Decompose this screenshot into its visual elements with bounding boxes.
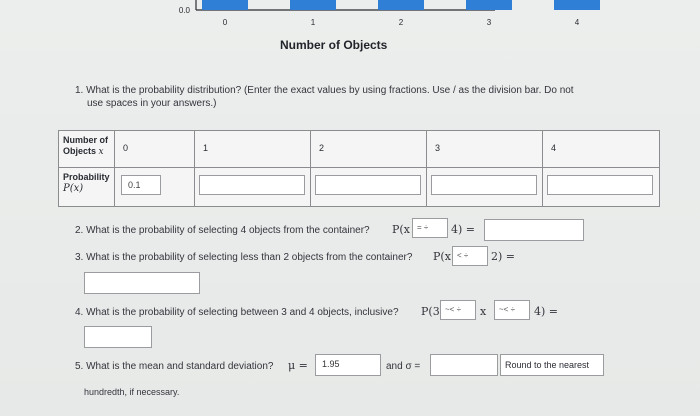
probability-row — [59, 168, 659, 206]
objects-row-header — [59, 131, 115, 167]
objects-cell-3: 3 — [427, 131, 543, 167]
mu-input[interactable]: 1.95 — [315, 354, 381, 376]
question-1 — [75, 84, 635, 110]
probability-header-var: P(x) — [63, 183, 84, 194]
probability-input-2[interactable] — [315, 175, 421, 195]
question-4-text: 4. What is the probability of selecting between 3 and 4 objects, inclusive? — [75, 307, 399, 318]
rounding-note-box — [500, 354, 604, 376]
rounding-note-line-2: hundredth, if necessary. — [84, 387, 180, 397]
x-tick-label-2: 2 — [398, 18, 404, 27]
probability-cell-2 — [311, 168, 427, 206]
chart-svg — [0, 0, 700, 40]
probability-input-4[interactable] — [547, 175, 653, 195]
probability-bar-chart — [0, 0, 700, 60]
objects-header-var: x — [98, 147, 104, 157]
question-3-select[interactable]: < ÷ — [452, 246, 488, 266]
y-tick-label: 0.0 — [178, 6, 190, 15]
bar-1 — [290, 0, 336, 10]
question-2-expr-start: P(x — [392, 223, 410, 236]
question-3-expr-start: P(x — [433, 250, 451, 263]
bar-4 — [554, 0, 600, 10]
probability-cell-4 — [543, 168, 659, 206]
question-3-text: 3. What is the probability of selecting less than 2 objects from the container? — [75, 252, 413, 263]
bar-3 — [466, 0, 512, 10]
question-2-answer-input[interactable] — [484, 219, 584, 241]
probability-input-0[interactable]: 0.1 — [121, 175, 161, 195]
distribution-table — [58, 130, 660, 207]
rounding-note-line-1: Round to the nearest — [505, 360, 590, 370]
question-4-expr-start: P(3 — [421, 305, 440, 318]
objects-cell-0: 0 — [115, 131, 195, 167]
question-4-answer-input[interactable] — [84, 326, 152, 348]
question-2-select[interactable]: = ÷ — [412, 218, 448, 238]
question-1-line-1: 1. What is the probability distribution? (Enter the exact values by using fractions. Use / as the division bar. Do not — [75, 85, 574, 96]
x-tick-label-4: 4 — [574, 18, 580, 27]
question-1-line-2: use spaces in your answers.) — [87, 98, 217, 109]
x-tick-label-0: 0 — [222, 18, 228, 27]
x-tick-label-1: 1 — [310, 18, 316, 27]
question-2-text: 2. What is the probability of selecting 4 objects from the container? — [75, 225, 370, 236]
question-4-select-1[interactable]: ~< ÷ — [440, 300, 476, 320]
probability-cell-1 — [195, 168, 311, 206]
question-3-answer-input[interactable] — [84, 272, 200, 294]
probability-input-1[interactable] — [199, 175, 305, 195]
question-2-expr-end: 4) = — [451, 223, 476, 236]
probability-header-line-1: Probability — [63, 172, 110, 182]
question-5-text: 5. What is the mean and standard deviation? — [75, 361, 274, 372]
probability-row-header — [59, 168, 115, 206]
probability-cell-0 — [115, 168, 195, 206]
sigma-label: and σ = — [386, 361, 421, 372]
objects-cell-2: 2 — [311, 131, 427, 167]
probability-cell-3 — [427, 168, 543, 206]
objects-cell-4: 4 — [551, 143, 557, 153]
objects-header-line-1: Number of — [63, 135, 108, 145]
mu-label: μ = — [288, 359, 308, 372]
objects-cell-1: 1 — [195, 131, 311, 167]
probability-input-3[interactable] — [431, 175, 537, 195]
bar-0 — [202, 0, 248, 10]
question-3-expr-end: 2) = — [491, 250, 516, 263]
sigma-input[interactable] — [430, 354, 498, 376]
question-4-var: x — [480, 305, 487, 318]
objects-row — [59, 131, 659, 168]
question-4-select-2[interactable]: ~< ÷ — [494, 300, 530, 320]
objects-header-line-2: Objects — [63, 146, 97, 156]
x-axis-label: Number of Objects — [280, 38, 388, 52]
bar-2 — [378, 0, 424, 10]
question-4-expr-end: 4) = — [534, 305, 559, 318]
x-tick-label-3: 3 — [486, 18, 492, 27]
